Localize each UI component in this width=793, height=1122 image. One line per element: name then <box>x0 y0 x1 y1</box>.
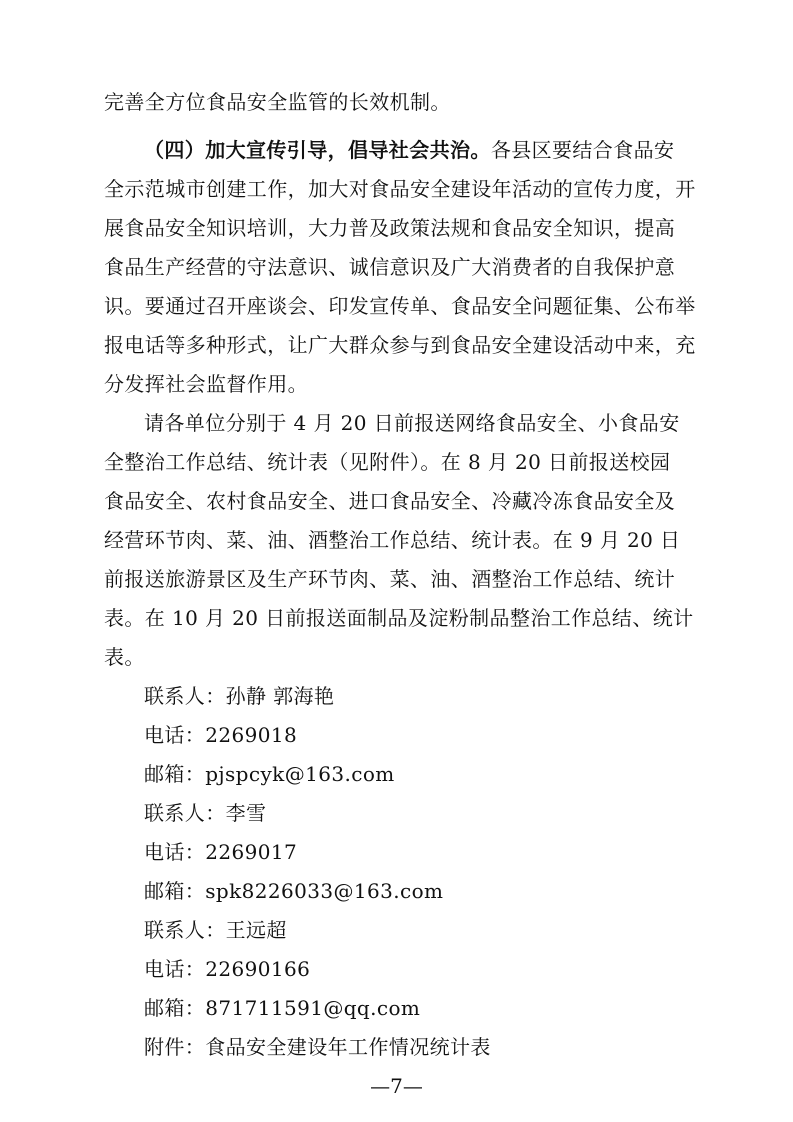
contact-name: 联系人：孙静 郭海艳 <box>144 684 335 708</box>
paragraph-line <box>144 136 674 164</box>
contact-phone: 电话：22690166 <box>144 957 311 981</box>
contact-phone: 电话：2269018 <box>144 723 298 747</box>
contact-name: 联系人：王远超 <box>144 918 287 942</box>
paragraph-line: 表。在 10 月 20 日前报送面制品及淀粉制品整治工作总结、统计 <box>104 606 694 630</box>
contact-phone: 电话：2269017 <box>144 840 298 864</box>
paragraph-line: 表。 <box>104 645 145 669</box>
paragraph-line: 识。要通过召开座谈会、印发宣传单、食品安全问题征集、公布举 <box>104 294 696 318</box>
contact-email: 邮箱：spk8226033@163.com <box>144 879 444 903</box>
paragraph-line: 全整治工作总结、统计表（见附件）。在 8 月 20 日前报送校园 <box>104 450 671 474</box>
paragraph-line: 展食品安全知识培训，大力普及政策法规和食品安全知识，提高 <box>104 216 676 240</box>
paragraph-line: 食品生产经营的守法意识、诚信意识及广大消费者的自我保护意 <box>104 255 676 279</box>
section-heading: （四）加大宣传引导，倡导社会共治。 <box>144 138 491 162</box>
paragraph-line: 报电话等多种形式，让广大群众参与到食品安全建设活动中来，充 <box>104 333 696 357</box>
paragraph-line: 请各单位分别于 4 月 20 日前报送网络食品安全、小食品安 <box>144 411 680 435</box>
paragraph-text: 各县区要结合食品安 <box>490 138 675 162</box>
contact-email: 邮箱：pjspcyk@163.com <box>144 762 395 786</box>
paragraph-line: 分发挥社会监督作用。 <box>104 372 308 396</box>
paragraph-line: 全示范城市创建工作，加大对食品安全建设年活动的宣传力度，开 <box>104 177 696 201</box>
paragraph-line: 完善全方位食品安全监管的长效机制。 <box>104 90 451 114</box>
paragraph-line: 前报送旅游景区及生产环节肉、菜、油、酒整治工作总结、统计 <box>104 567 676 591</box>
contact-name: 联系人：李雪 <box>144 801 267 825</box>
paragraph-line: 食品安全、农村食品安全、进口食品安全、冷藏冷冻食品安全及 <box>104 489 676 513</box>
contact-email: 邮箱：871711591@qq.com <box>144 996 421 1020</box>
page-number: —7— <box>370 1074 423 1098</box>
paragraph-line: 经营环节肉、菜、油、酒整治工作总结、统计表。在 9 月 20 日 <box>104 528 681 552</box>
attachment-line: 附件：食品安全建设年工作情况统计表 <box>144 1035 491 1059</box>
